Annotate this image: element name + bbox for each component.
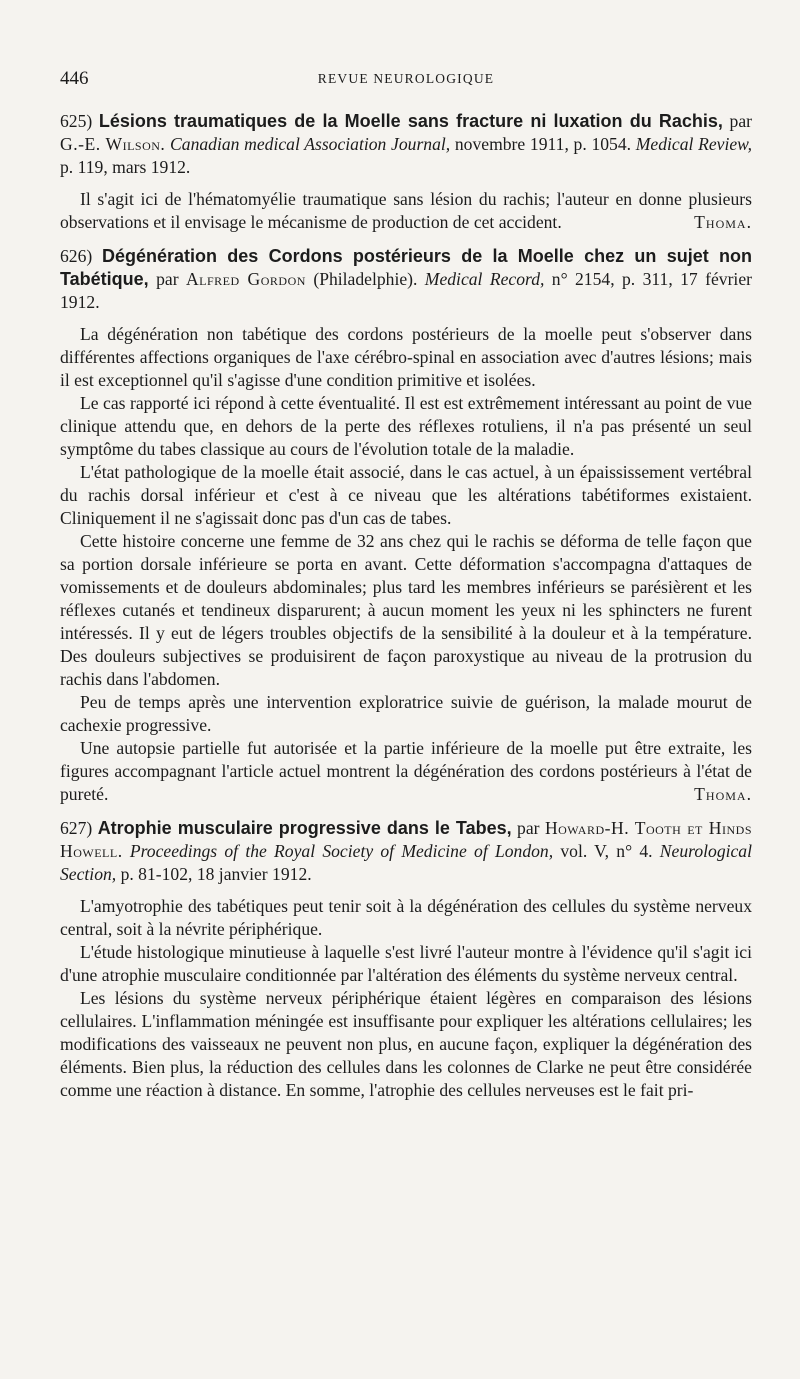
- ref-text: par: [722, 111, 752, 131]
- journal-name: Canadian medical Association Journal,: [170, 134, 451, 154]
- article-heading: [60, 245, 752, 314]
- article-title: Dégénération des Cordons postérieurs de la Moelle chez un sujet non Tabétique,: [60, 246, 752, 289]
- article-author: Howard-H. Tooth et Hinds Howell.: [60, 818, 752, 861]
- article-number: 626): [60, 246, 93, 266]
- paragraph: [60, 737, 752, 806]
- article-625: [60, 110, 752, 234]
- article-heading: [60, 817, 752, 886]
- article-title: Lésions traumatiques de la Moelle sans fracture ni luxation du Rachis,: [98, 111, 723, 131]
- article-heading: [60, 110, 752, 179]
- journal-name: Medical Review,: [635, 134, 752, 154]
- ref-text: [123, 841, 130, 861]
- journal-name: Neurological Section,: [60, 841, 752, 884]
- article-author: Alfred Gordon: [185, 269, 306, 289]
- page-header: [60, 68, 752, 92]
- paragraph: Cette histoire concerne une femme de 32 ans chez qui le rachis se déforma de telle façon que sa portion dorsale inférieure se porta en avant. Cette déformation s'accompagna d'attaques de vomissements et de douleurs abdominales; plus tard les membres inférieurs se parésièrent et les réflexes cutanés et tendineux disparurent; à aucun moment les yeux ni les sphincters ne furent intéressés. Il y eut de légers troubles objectifs de la sensibilité à la douleur et à la température. Des douleurs subjectives se produisirent de façon paroxystique au niveau de la protrusion du rachis dans l'abdomen.: [60, 531, 752, 689]
- journal-name: Medical Record,: [424, 269, 545, 289]
- ref-text: (Philadelphie).: [305, 269, 425, 289]
- paragraph: L'amyotrophie des tabétiques peut tenir soit à la dégénération des cellules du système nerveux central, soit à la névrite périphérique.: [60, 896, 752, 939]
- ref-text: n° 2154, p. 311, 17 février 1912.: [60, 269, 752, 312]
- ref-text: vol. V, n° 4.: [553, 841, 660, 861]
- article-number: 625): [60, 111, 93, 131]
- article-author: G.-E. Wilson.: [60, 134, 166, 154]
- paragraph: [60, 188, 752, 234]
- signature: Thoma.: [694, 212, 752, 232]
- ref-text: par: [148, 269, 186, 289]
- journal-name: Proceedings of the Royal Society of Medicine of London,: [129, 841, 554, 861]
- paragraph: L'étude histologique minutieuse à laquelle s'est livré l'auteur montre à l'évidence qu'il s'agit ici d'une atrophie musculaire conditionnée par l'altération des éléments du système nerveux central.: [60, 942, 752, 985]
- ref-text: p. 119, mars 1912.: [60, 157, 191, 177]
- ref-text: novembre 1911, p. 1054.: [450, 134, 636, 154]
- page-content: [60, 110, 752, 1113]
- article-626: [60, 245, 752, 806]
- paragraph: Le cas rapporté ici répond à cette éventualité. Il est est extrêmement intéressant au point de vue clinique attendu que, en dehors de la perte des réflexes rotuliens, il n'a pas présenté un seul symptôme du tabes classique au cours de l'évolution totale de la maladie.: [60, 393, 752, 459]
- signature: Thoma.: [694, 784, 752, 804]
- ref-text: par: [511, 818, 545, 838]
- paragraph-text: Il s'agit ici de l'hématomyélie traumatique sans lésion du rachis; l'auteur en donne plusieurs observations et il envisage le mécanisme de production de cet accident.: [60, 189, 752, 232]
- paragraph: Peu de temps après une intervention exploratrice suivie de guérison, la malade mourut de cachexie progressive.: [60, 692, 752, 735]
- page-number: 446: [60, 68, 89, 89]
- ref-text: p. 81-102, 18 janvier 1912.: [116, 864, 312, 884]
- paragraph: Les lésions du système nerveux périphérique étaient légères en comparaison des lésions cellulaires. L'inflammation méningée est insuffisante pour expliquer les altérations cellulaires; les modifications des vaisseaux ne peuvent non plus, en aucune façon, expliquer la dégénération des éléments. Bien plus, la réduction des cellules dans les colonnes de Clarke ne peut être considérée comme une réaction à distance. En somme, l'atrophie des cellules nerveuses est le fait pri-: [60, 988, 752, 1100]
- paragraph-text: Une autopsie partielle fut autorisée et la partie inférieure de la moelle put être extraite, les figures accompagnant l'article actuel montrent la dégénération des cordons postérieurs à l'état de pureté.: [60, 738, 752, 804]
- paragraph: La dégénération non tabétique des cordons postérieurs de la moelle peut s'observer dans différentes affections organiques de l'axe cérébro-spinal en association avec d'autres lésions; mais il est exceptionnel qu'il s'agisse d'une condition primitive et isolées.: [60, 324, 752, 390]
- article-number: 627): [60, 818, 93, 838]
- article-title: Atrophie musculaire progressive dans le Tabes,: [97, 818, 512, 838]
- running-title: REVUE NEUROLOGIQUE: [317, 71, 495, 86]
- article-627: [60, 817, 752, 1102]
- paragraph: L'état pathologique de la moelle était associé, dans le cas actuel, à un épaississement vertébral du rachis dorsal inférieur et c'est à ce niveau que les altérations tabétiformes existaient. Cliniquement il ne s'agissait donc pas d'un cas de tabes.: [60, 462, 752, 528]
